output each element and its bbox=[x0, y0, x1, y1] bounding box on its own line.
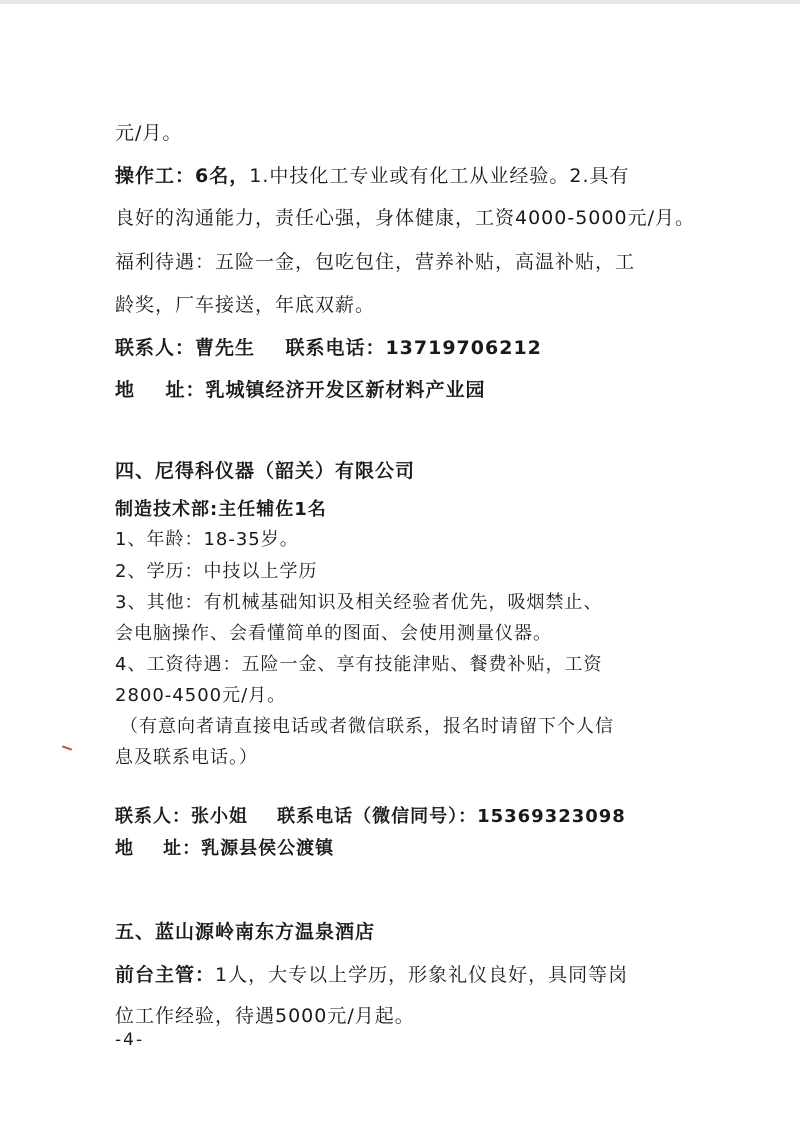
operator-desc-line4: 龄奖，厂车接送，年底双薪。 bbox=[115, 294, 376, 316]
page-number: -4- bbox=[115, 1030, 145, 1050]
section4-item4-line2: 2800-4500元/月。 bbox=[115, 685, 287, 706]
operator-job-label: 操作工：6名， bbox=[115, 165, 250, 187]
section4-note-line1: （有意向者请直接电话或者微信联系，报名时请留下个人信 bbox=[120, 716, 614, 737]
section4-position: 制造技术部:主任辅佐1名 bbox=[115, 499, 327, 520]
section5-position-line2: 位工作经验，待遇5000元/月起。 bbox=[115, 1005, 415, 1027]
section5-position-label: 前台主管： bbox=[115, 964, 216, 986]
section4-item2: 2、学历：中技以上学历 bbox=[115, 561, 318, 582]
section4-item3-line2: 会电脑操作、会看懂简单的图面、会使用测量仪器。 bbox=[115, 623, 552, 644]
section4-item3-line1: 3、其他：有机械基础知识及相关经验者优先，吸烟禁止、 bbox=[115, 592, 603, 613]
section4-note-line2: 息及联系电话。） bbox=[115, 747, 258, 768]
scan-top-edge bbox=[0, 0, 800, 4]
operator-desc-line3: 福利待遇：五险一金，包吃包住，营养补贴，高温补贴，工 bbox=[115, 251, 636, 273]
section4-contact: 联系人：张小姐 联系电话（微信同号）：15369323098 bbox=[115, 806, 626, 827]
carryover-line: 元/月。 bbox=[115, 122, 183, 144]
operator-contact: 联系人：曹先生 联系电话：13719706212 bbox=[115, 337, 542, 359]
section4-address: 地 址：乳源县侯公渡镇 bbox=[115, 838, 335, 859]
operator-job-line bbox=[115, 161, 630, 188]
operator-job-desc: 1.中技化工专业或有化工从业经验。2.具有 bbox=[249, 165, 630, 187]
section4-item4-line1: 4、工资待遇：五险一金、享有技能津贴、餐费补贴，工资 bbox=[115, 654, 603, 675]
section4-item1: 1、年龄：18-35岁。 bbox=[115, 529, 299, 550]
section5-position-line1 bbox=[115, 960, 628, 987]
section5-position-desc: 1人，大专以上学历，形象礼仪良好，具同等岗 bbox=[215, 964, 629, 986]
section5-heading: 五、蓝山源岭南东方温泉酒店 bbox=[115, 921, 376, 943]
section4-heading: 四、尼得科仪器（韶关）有限公司 bbox=[115, 460, 416, 482]
operator-desc-line2: 良好的沟通能力，责任心强，身体健康，工资4000-5000元/月。 bbox=[115, 207, 695, 229]
operator-address: 地 址：乳城镇经济开发区新材料产业园 bbox=[115, 379, 486, 401]
red-ink-mark bbox=[62, 745, 72, 750]
